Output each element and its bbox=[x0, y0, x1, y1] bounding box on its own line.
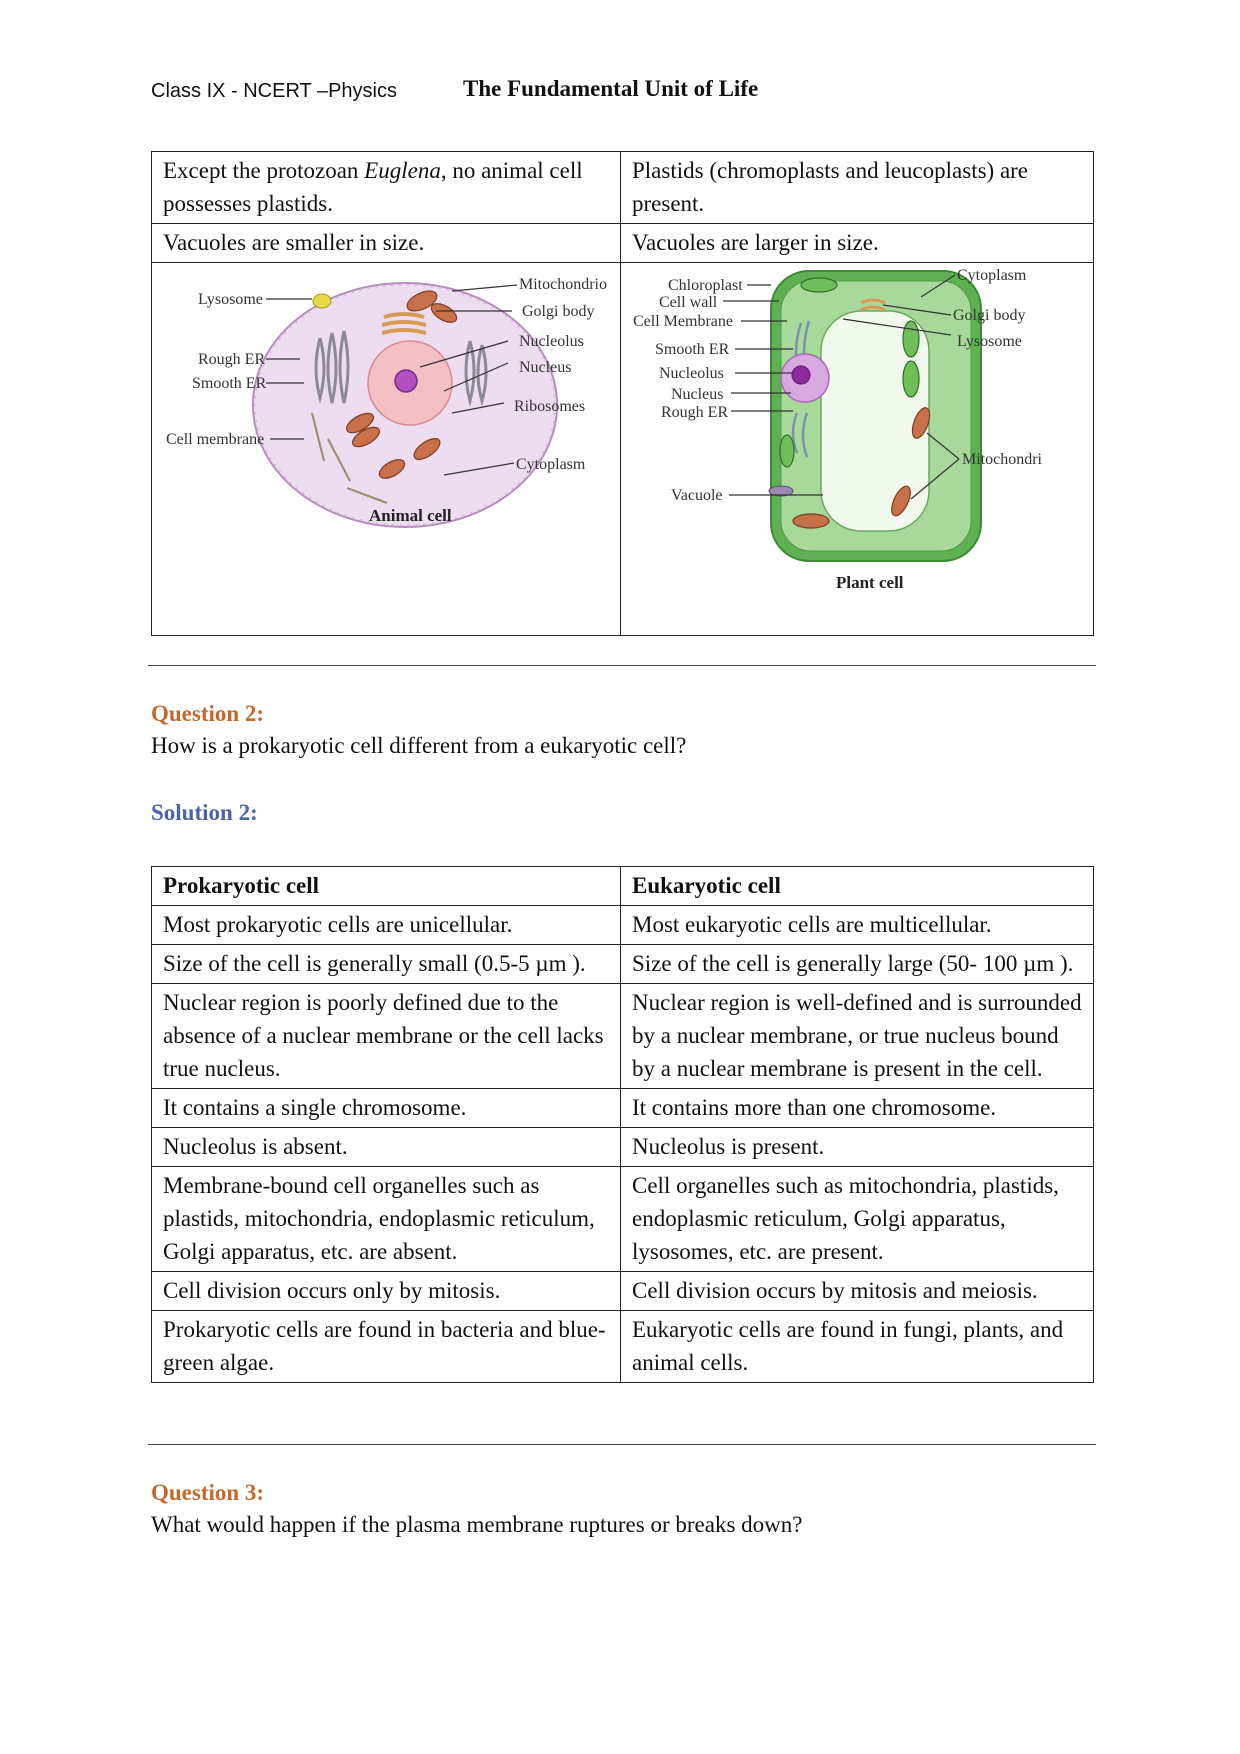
table-cell: Vacuoles are smaller in size. bbox=[152, 224, 621, 263]
table-cell: Eukaryotic cells are found in fungi, plants, and animal cells. bbox=[621, 1311, 1094, 1383]
table-row bbox=[152, 984, 1094, 1089]
label-mitochondria-plant: Mitochondri bbox=[962, 451, 1042, 468]
table-cell: Cell organelles such as mitochondria, plastids, endoplasmic reticulum, Golgi apparatus, lysosomes, etc. are present. bbox=[621, 1167, 1094, 1272]
label-lysosome-plant: Lysosome bbox=[957, 333, 1022, 350]
question-2-label: Question 2: bbox=[151, 701, 265, 726]
table-header-cell: Eukaryotic cell bbox=[621, 867, 1094, 906]
animal-cell-diagram bbox=[152, 263, 621, 635]
table-cell: Cell division occurs by mitosis and meiosis. bbox=[621, 1272, 1094, 1311]
cell-text: , no animal cell possesses plastids. bbox=[163, 158, 583, 216]
label-lysosome: Lysosome bbox=[198, 291, 263, 308]
label-chloroplast: Chloroplast bbox=[668, 277, 743, 294]
cell-text-emphasis: Euglena bbox=[364, 158, 441, 183]
table-row bbox=[152, 1089, 1094, 1128]
table-row bbox=[152, 224, 1094, 263]
table-cell: Cell division occurs only by mitosis. bbox=[152, 1272, 621, 1311]
label-smooth-er-plant: Smooth ER bbox=[655, 341, 730, 358]
divider bbox=[148, 1444, 1096, 1445]
table-cell: It contains more than one chromosome. bbox=[621, 1089, 1094, 1128]
table-row bbox=[152, 1167, 1094, 1272]
label-cytoplasm: Cytoplasm bbox=[516, 456, 586, 473]
animal-cell-caption: Animal cell bbox=[369, 506, 452, 525]
table-row bbox=[152, 906, 1094, 945]
label-golgi-body-plant: Golgi body bbox=[953, 307, 1026, 324]
table-row bbox=[152, 1272, 1094, 1311]
solution-2-label: Solution 2: bbox=[151, 800, 258, 825]
table-header-cell: Prokaryotic cell bbox=[152, 867, 621, 906]
label-golgi-body: Golgi body bbox=[522, 303, 595, 320]
plant-cell-diagram-cell bbox=[621, 263, 1094, 636]
label-nucleolus-plant: Nucleolus bbox=[659, 365, 724, 382]
label-ribosomes: Ribosomes bbox=[514, 398, 586, 415]
page-title: The Fundamental Unit of Life bbox=[463, 76, 759, 101]
label-smooth-er: Smooth ER bbox=[192, 375, 267, 392]
label-cytoplasm-plant: Cytoplasm bbox=[957, 267, 1027, 284]
divider bbox=[148, 665, 1096, 666]
animal-cell-diagram-cell bbox=[152, 263, 621, 636]
class-label: Class IX - NCERT –Physics bbox=[151, 80, 397, 102]
table-cell bbox=[152, 152, 621, 224]
table-cell: It contains a single chromosome. bbox=[152, 1089, 621, 1128]
label-nucleus: Nucleus bbox=[519, 359, 572, 376]
page-header bbox=[151, 74, 1111, 108]
question-2-text: How is a prokaryotic cell different from a eukaryotic cell? bbox=[151, 733, 687, 758]
table-cell: Most eukaryotic cells are multicellular. bbox=[621, 906, 1094, 945]
table-cell: Nuclear region is well-defined and is surrounded by a nuclear membrane, or true nucleus bound by a nuclear membrane is present in the cell. bbox=[621, 984, 1094, 1089]
table-cell: Plastids (chromoplasts and leucoplasts) are present. bbox=[621, 152, 1094, 224]
table-row bbox=[152, 1128, 1094, 1167]
table-row bbox=[152, 945, 1094, 984]
table-cell: Nucleolus is absent. bbox=[152, 1128, 621, 1167]
plant-cell-caption: Plant cell bbox=[836, 573, 904, 592]
lysosome-shape bbox=[313, 294, 331, 308]
table-cell: Vacuoles are larger in size. bbox=[621, 224, 1094, 263]
animal-nucleolus-shape bbox=[395, 370, 417, 392]
label-cell-membrane: Cell membrane bbox=[166, 431, 265, 448]
table-row bbox=[152, 263, 1094, 636]
table-cell: Size of the cell is generally small (0.5-5 µm ). bbox=[152, 945, 621, 984]
plant-cell-diagram bbox=[621, 263, 1094, 635]
label-cell-membrane-plant: Cell Membrane bbox=[633, 313, 733, 330]
cell-text: Except the protozoan bbox=[163, 158, 365, 183]
label-nucleus-plant: Nucleus bbox=[671, 386, 724, 403]
animal-cell-body bbox=[253, 283, 557, 527]
question-3-label: Question 3: bbox=[151, 1480, 265, 1505]
label-nucleolus: Nucleolus bbox=[519, 333, 584, 350]
table-cell: Size of the cell is generally large (50- 100 µm ). bbox=[621, 945, 1094, 984]
plant-nucleolus-shape bbox=[792, 366, 810, 384]
comparison-table-prokaryotic-eukaryotic bbox=[151, 866, 1094, 1383]
label-rough-er-plant: Rough ER bbox=[661, 404, 729, 421]
table-row bbox=[152, 152, 1094, 224]
question-3-text: What would happen if the plasma membrane ruptures or breaks down? bbox=[151, 1512, 803, 1537]
table-cell: Most prokaryotic cells are unicellular. bbox=[152, 906, 621, 945]
table-header-row bbox=[152, 867, 1094, 906]
comparison-table-animal-plant bbox=[151, 151, 1094, 636]
label-cell-wall: Cell wall bbox=[659, 294, 718, 311]
table-cell: Nuclear region is poorly defined due to the absence of a nuclear membrane or the cell lacks true nucleus. bbox=[152, 984, 621, 1089]
label-mitochondria: Mitochondrio bbox=[519, 276, 607, 293]
label-rough-er: Rough ER bbox=[198, 351, 266, 368]
table-cell: Membrane-bound cell organelles such as plastids, mitochondria, endoplasmic reticulum, Golgi apparatus, etc. are absent. bbox=[152, 1167, 621, 1272]
label-vacuole: Vacuole bbox=[671, 487, 723, 504]
table-row bbox=[152, 1311, 1094, 1383]
table-cell: Prokaryotic cells are found in bacteria and blue-green algae. bbox=[152, 1311, 621, 1383]
table-cell: Nucleolus is present. bbox=[621, 1128, 1094, 1167]
